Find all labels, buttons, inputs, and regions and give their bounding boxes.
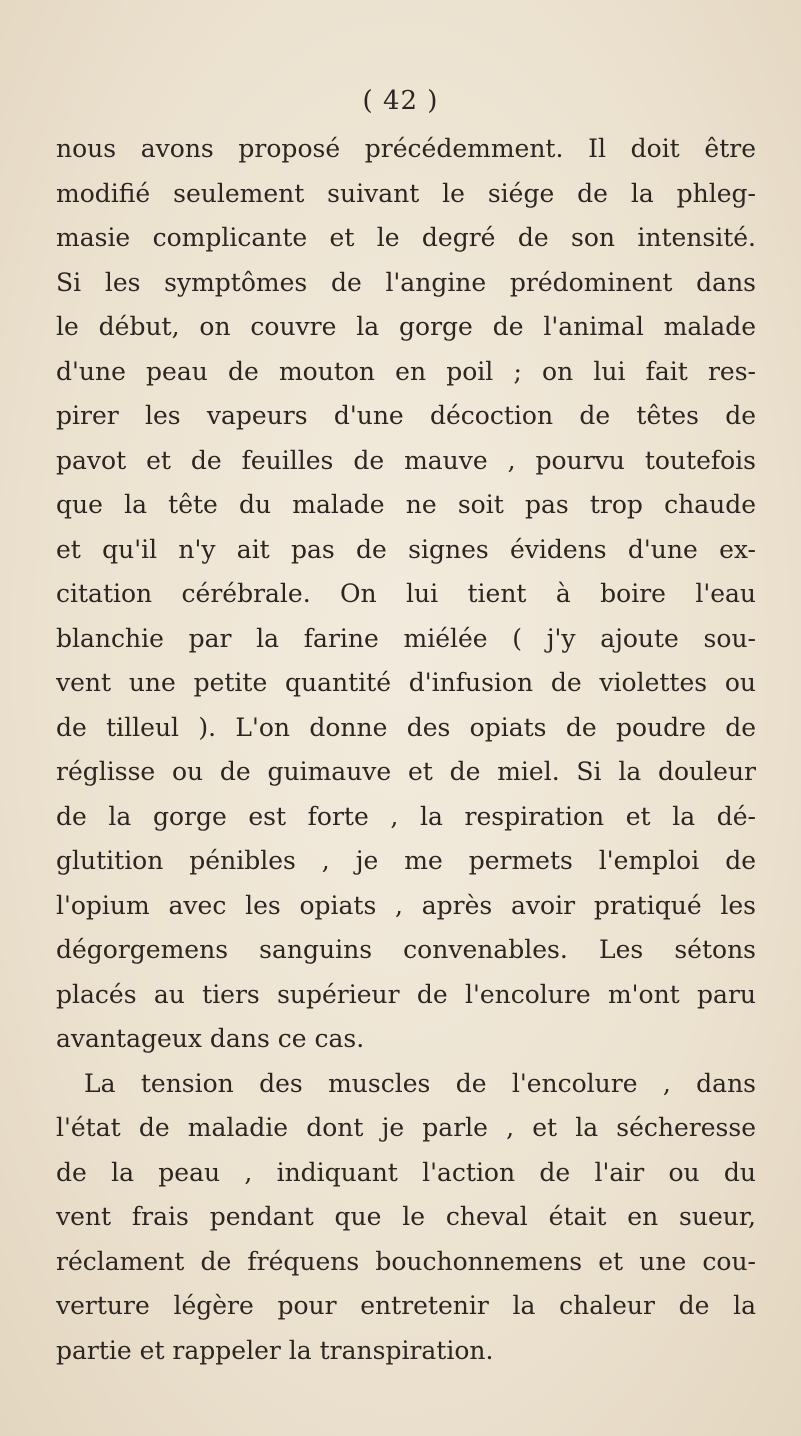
text-line: l'opium avec les opiats , après avoir pratiqué les <box>56 890 756 920</box>
text-line: d'une peau de mouton en poil ; on lui fait res- <box>56 356 756 386</box>
text-line: Si les symptômes de l'angine prédominent dans <box>56 267 756 297</box>
text-line: de la gorge est forte , la respiration et la dé- <box>56 801 756 831</box>
text-line: placés au tiers supérieur de l'encolure m'ont paru <box>56 979 756 1009</box>
text-line: de tilleul ). L'on donne des opiats de poudre de <box>56 712 756 742</box>
text-line: blanchie par la farine miélée ( j'y ajoute sou- <box>56 623 756 653</box>
text-line: modifié seulement suivant le siége de la phleg- <box>56 178 756 208</box>
text-line: glutition pénibles , je me permets l'emploi de <box>56 846 756 875</box>
paragraph-end-line: partie et rappeler la transpiration. <box>56 1335 494 1365</box>
text-line: de la peau , indiquant l'action de l'air ou du <box>56 1157 756 1187</box>
body-text <box>56 127 756 1373</box>
text-line: pavot et de feuilles de mauve , pourvu toutefois <box>56 445 756 475</box>
text-line: vent frais pendant que le cheval était en sueur, <box>56 1202 756 1231</box>
text-line: et qu'il n'y ait pas de signes évidens d'une ex- <box>56 534 756 564</box>
text-line: le début, on couvre la gorge de l'animal malade <box>56 312 756 341</box>
text-line: nous avons proposé précédemment. Il doit être <box>56 134 756 163</box>
text-line: que la tête du malade ne soit pas trop chaude <box>56 490 756 519</box>
text-line: pirer les vapeurs d'une décoction de têtes de <box>56 401 756 430</box>
text-line: l'état de maladie dont je parle , et la sécheresse <box>56 1113 756 1142</box>
text-line: verture légère pour entretenir la chaleur de la <box>56 1291 756 1320</box>
text-line: citation cérébrale. On lui tient à boire l'eau <box>56 579 756 608</box>
text-line: masie complicante et le degré de son intensité. <box>56 223 756 252</box>
paragraph-end-line: avantageux dans ce cas. <box>56 1024 365 1053</box>
page-number: ( 42 ) <box>362 86 439 116</box>
paragraph-start-line: La tension des muscles de l'encolure , dans <box>84 1068 756 1098</box>
text-line: réglisse ou de guimauve et de miel. Si la douleur <box>56 757 756 786</box>
text-line: réclament de fréquens bouchonnemens et une cou- <box>56 1246 756 1276</box>
text-line: dégorgemens sanguins convenables. Les sétons <box>56 935 756 964</box>
text-line: vent une petite quantité d'infusion de violettes ou <box>56 668 756 697</box>
